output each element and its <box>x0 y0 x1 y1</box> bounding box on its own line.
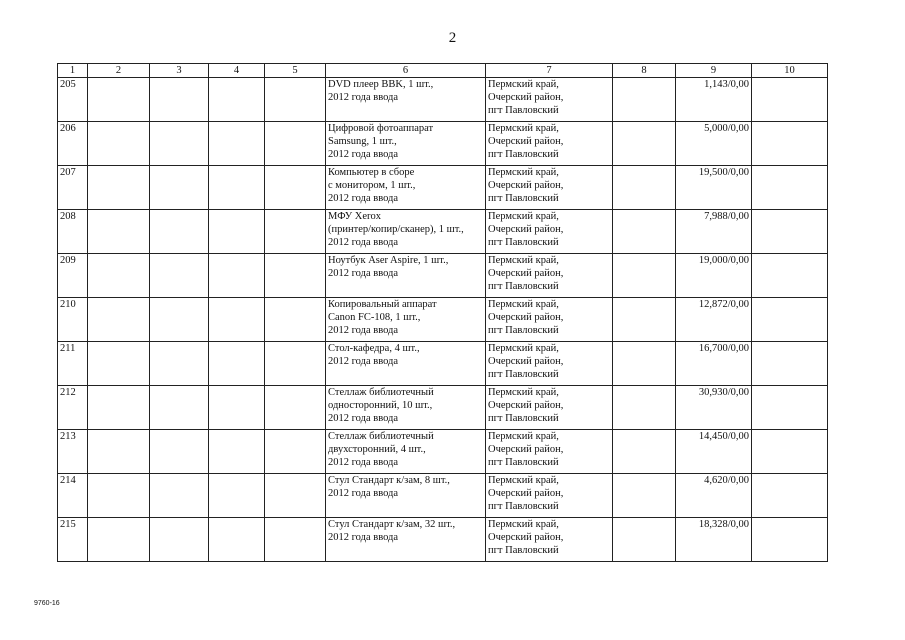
empty-cell <box>265 298 326 342</box>
item-location: Пермский край, Очерский район, пгт Павловский <box>486 166 613 210</box>
item-value: 19,000/0,00 <box>676 254 752 298</box>
empty-cell <box>752 298 828 342</box>
empty-cell <box>613 254 676 298</box>
empty-cell <box>88 78 150 122</box>
document-code: 9760-16 <box>34 600 60 607</box>
empty-cell <box>150 78 209 122</box>
empty-cell <box>752 342 828 386</box>
row-number: 215 <box>58 518 88 562</box>
item-description: Копировальный аппарат Canon FC-108, 1 шт., 2012 года ввода <box>326 298 486 342</box>
empty-cell <box>150 386 209 430</box>
column-header: 8 <box>613 64 676 78</box>
row-number: 208 <box>58 210 88 254</box>
empty-cell <box>209 474 265 518</box>
table-row <box>58 78 828 122</box>
empty-cell <box>752 166 828 210</box>
empty-cell <box>265 254 326 298</box>
item-value: 16,700/0,00 <box>676 342 752 386</box>
column-header: 3 <box>150 64 209 78</box>
empty-cell <box>150 342 209 386</box>
item-description: DVD плеер BBK, 1 шт., 2012 года ввода <box>326 78 486 122</box>
table-row <box>58 386 828 430</box>
empty-cell <box>209 166 265 210</box>
item-location: Пермский край, Очерский район, пгт Павловский <box>486 298 613 342</box>
empty-cell <box>265 518 326 562</box>
empty-cell <box>209 386 265 430</box>
empty-cell <box>265 166 326 210</box>
item-description: Стул Стандарт к/зам, 8 шт., 2012 года ввода <box>326 474 486 518</box>
table-row <box>58 254 828 298</box>
item-value: 12,872/0,00 <box>676 298 752 342</box>
row-number: 207 <box>58 166 88 210</box>
empty-cell <box>88 474 150 518</box>
empty-cell <box>613 78 676 122</box>
table-row <box>58 210 828 254</box>
empty-cell <box>265 474 326 518</box>
item-location: Пермский край, Очерский район, пгт Павловский <box>486 386 613 430</box>
empty-cell <box>209 342 265 386</box>
empty-cell <box>209 518 265 562</box>
column-header: 10 <box>752 64 828 78</box>
item-value: 7,988/0,00 <box>676 210 752 254</box>
column-header: 5 <box>265 64 326 78</box>
empty-cell <box>150 430 209 474</box>
empty-cell <box>613 474 676 518</box>
empty-cell <box>209 298 265 342</box>
empty-cell <box>88 518 150 562</box>
table-row <box>58 430 828 474</box>
empty-cell <box>88 254 150 298</box>
empty-cell <box>752 518 828 562</box>
table-row <box>58 166 828 210</box>
empty-cell <box>88 430 150 474</box>
item-location: Пермский край, Очерский район, пгт Павловский <box>486 430 613 474</box>
row-number: 214 <box>58 474 88 518</box>
table-row <box>58 474 828 518</box>
empty-cell <box>752 122 828 166</box>
row-number: 210 <box>58 298 88 342</box>
row-number: 213 <box>58 430 88 474</box>
empty-cell <box>150 254 209 298</box>
item-location: Пермский край, Очерский район, пгт Павловский <box>486 210 613 254</box>
empty-cell <box>752 474 828 518</box>
empty-cell <box>265 342 326 386</box>
page-number: 2 <box>448 30 457 46</box>
empty-cell <box>752 78 828 122</box>
column-header: 2 <box>88 64 150 78</box>
item-value: 4,620/0,00 <box>676 474 752 518</box>
column-header: 7 <box>486 64 613 78</box>
empty-cell <box>752 210 828 254</box>
empty-cell <box>613 518 676 562</box>
empty-cell <box>752 254 828 298</box>
item-location: Пермский край, Очерский район, пгт Павловский <box>486 518 613 562</box>
empty-cell <box>265 210 326 254</box>
column-header: 6 <box>326 64 486 78</box>
empty-cell <box>209 254 265 298</box>
item-description: Компьютер в сборе с монитором, 1 шт., 2012 года ввода <box>326 166 486 210</box>
item-value: 5,000/0,00 <box>676 122 752 166</box>
empty-cell <box>150 474 209 518</box>
empty-cell <box>88 122 150 166</box>
empty-cell <box>265 386 326 430</box>
item-location: Пермский край, Очерский район, пгт Павловский <box>486 122 613 166</box>
empty-cell <box>88 386 150 430</box>
empty-cell <box>613 122 676 166</box>
row-number: 206 <box>58 122 88 166</box>
empty-cell <box>150 298 209 342</box>
row-number: 211 <box>58 342 88 386</box>
item-location: Пермский край, Очерский район, пгт Павловский <box>486 78 613 122</box>
item-description: Стол-кафедра, 4 шт., 2012 года ввода <box>326 342 486 386</box>
row-number: 205 <box>58 78 88 122</box>
empty-cell <box>265 430 326 474</box>
empty-cell <box>613 430 676 474</box>
empty-cell <box>752 430 828 474</box>
empty-cell <box>752 386 828 430</box>
row-number: 212 <box>58 386 88 430</box>
empty-cell <box>613 298 676 342</box>
empty-cell <box>613 342 676 386</box>
property-registry-table <box>57 63 828 562</box>
table-row <box>58 122 828 166</box>
table-row <box>58 298 828 342</box>
item-value: 14,450/0,00 <box>676 430 752 474</box>
empty-cell <box>88 298 150 342</box>
empty-cell <box>209 122 265 166</box>
item-description: МФУ Xerox (принтер/копир/сканер), 1 шт., 2012 года ввода <box>326 210 486 254</box>
empty-cell <box>265 122 326 166</box>
table-row <box>58 342 828 386</box>
empty-cell <box>209 210 265 254</box>
row-number: 209 <box>58 254 88 298</box>
item-location: Пермский край, Очерский район, пгт Павловский <box>486 342 613 386</box>
item-description: Цифровой фотоаппарат Samsung, 1 шт., 2012 года ввода <box>326 122 486 166</box>
table-row <box>58 518 828 562</box>
header-row <box>58 64 828 78</box>
empty-cell <box>613 166 676 210</box>
empty-cell <box>88 210 150 254</box>
column-header: 1 <box>58 64 88 78</box>
empty-cell <box>150 166 209 210</box>
item-description: Стеллаж библиотечный односторонний, 10 шт., 2012 года ввода <box>326 386 486 430</box>
item-value: 18,328/0,00 <box>676 518 752 562</box>
column-header: 9 <box>676 64 752 78</box>
item-description: Стул Стандарт к/зам, 32 шт., 2012 года ввода <box>326 518 486 562</box>
empty-cell <box>150 122 209 166</box>
empty-cell <box>150 518 209 562</box>
empty-cell <box>613 210 676 254</box>
item-description: Стеллаж библиотечный двухсторонний, 4 шт., 2012 года ввода <box>326 430 486 474</box>
empty-cell <box>209 78 265 122</box>
column-header: 4 <box>209 64 265 78</box>
item-value: 30,930/0,00 <box>676 386 752 430</box>
item-location: Пермский край, Очерский район, пгт Павловский <box>486 474 613 518</box>
empty-cell <box>88 166 150 210</box>
empty-cell <box>613 386 676 430</box>
item-value: 1,143/0,00 <box>676 78 752 122</box>
empty-cell <box>265 78 326 122</box>
item-location: Пермский край, Очерский район, пгт Павловский <box>486 254 613 298</box>
item-description: Ноутбук Aser Aspire, 1 шт., 2012 года ввода <box>326 254 486 298</box>
empty-cell <box>88 342 150 386</box>
empty-cell <box>150 210 209 254</box>
empty-cell <box>209 430 265 474</box>
item-value: 19,500/0,00 <box>676 166 752 210</box>
